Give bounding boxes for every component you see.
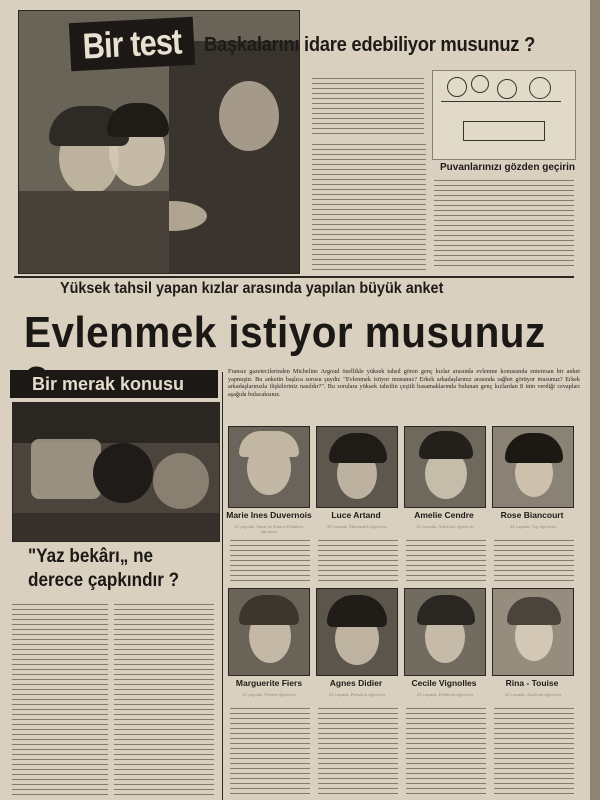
- side-banner-label: Bir merak konusu: [32, 373, 185, 394]
- side-headline-1: "Yaz bekârı„ ne: [28, 546, 154, 567]
- portrait-photo: [404, 588, 484, 674]
- portrait-detail: 20 yaşında, Matematik öğrencisi: [327, 524, 387, 529]
- answer-text: [406, 706, 486, 798]
- answer-text: [318, 538, 398, 584]
- portrait-name: Agnes Didier: [329, 678, 383, 688]
- portrait-photo: [316, 588, 396, 674]
- portrait-photo: [492, 426, 572, 506]
- portrait-photo: [492, 588, 572, 674]
- portrait-name: Rose Biancourt: [500, 510, 564, 520]
- side-article-col-2: [114, 602, 214, 798]
- portrait-photo: [228, 426, 308, 506]
- cartoon-box: [432, 70, 576, 160]
- answer-text: [494, 706, 574, 798]
- portrait-name: Marguerite Fiers: [235, 678, 303, 688]
- side-photo: [12, 402, 218, 540]
- survey-headline: Evlenmek istiyor musunuz: [24, 308, 546, 357]
- portrait-name: Rina - Touise: [505, 678, 559, 688]
- portrait-photo: [228, 588, 308, 674]
- answer-text: [230, 538, 310, 584]
- side-banner: [10, 370, 218, 398]
- portrait-detail: 23 yaşında, Edebiyat öğrencisi: [416, 692, 474, 697]
- page-edge: [590, 0, 600, 800]
- column-rule: [222, 372, 223, 800]
- bir-test-label: Bir test: [81, 20, 183, 67]
- portrait-name: Cecile Vignolles: [411, 678, 477, 688]
- test-title: Başkalarını idare edebiliyor musunuz ?: [204, 34, 536, 56]
- portrait-name: Marie Ines Duvernois: [226, 510, 312, 520]
- portrait-detail: 22 yaşında, Felsefe öğrencisi: [242, 692, 296, 697]
- side-headline-2: derece çapkındır ?: [28, 570, 180, 591]
- section-divider: [14, 276, 574, 278]
- survey-subheadline: Yüksek tahsil yapan kızlar arasında yapılan büyük anket: [60, 280, 444, 297]
- scores-caption: Puvanlarınızı gözden geçirin: [440, 162, 576, 173]
- side-article-col-1: [12, 602, 108, 798]
- answer-text: [494, 538, 574, 584]
- survey-intro: Fransız gazetecilerinden Micheline Argoud özellikle yüksek tahsil gören genç kızlar arasında evlenme konusunda enteresan bir anket yapmıştır. Bu anketin başlıca sorusu şuydu: "Evlenmek istiyor musunuz? Erkek arkadaşlarınız arasında rağbet görüyor musunuz? Erkek arkadaşlarınızla ilişkileriniz nasıldır?". Bu sorulara yüksek tahsilin çeşitli basamaklarında bulunan genç kızlardan 8 inin verdiği cevapları aşağıda bulacaksınız.: [228, 368, 580, 398]
- portrait-photo: [316, 426, 396, 506]
- portrait-detail: 22 yaşında, Arkeoloji öğrencisi: [416, 524, 474, 529]
- portrait-detail: 24 yaşında, Tıp öğrencisi: [509, 524, 557, 529]
- bir-test-banner: [69, 17, 195, 71]
- test-questions-text: [312, 142, 426, 274]
- portrait-detail: 24 yaşında, Psikoloji öğrencisi: [328, 692, 386, 697]
- portrait-name: Amelie Cendre: [414, 510, 474, 520]
- test-intro-text: [312, 76, 424, 136]
- scores-text: [434, 178, 574, 270]
- portrait-name: Luce Artand: [331, 510, 381, 520]
- portrait-photo: [404, 426, 484, 506]
- answer-text: [318, 706, 398, 798]
- portrait-detail: 21 yaşında, Sanat ve Kimya Fakültesi öğrencisi: [234, 524, 304, 535]
- answer-text: [406, 538, 486, 584]
- portrait-detail: 22 yaşında, Akademi öğrencisi: [504, 692, 562, 697]
- answer-text: [230, 706, 310, 798]
